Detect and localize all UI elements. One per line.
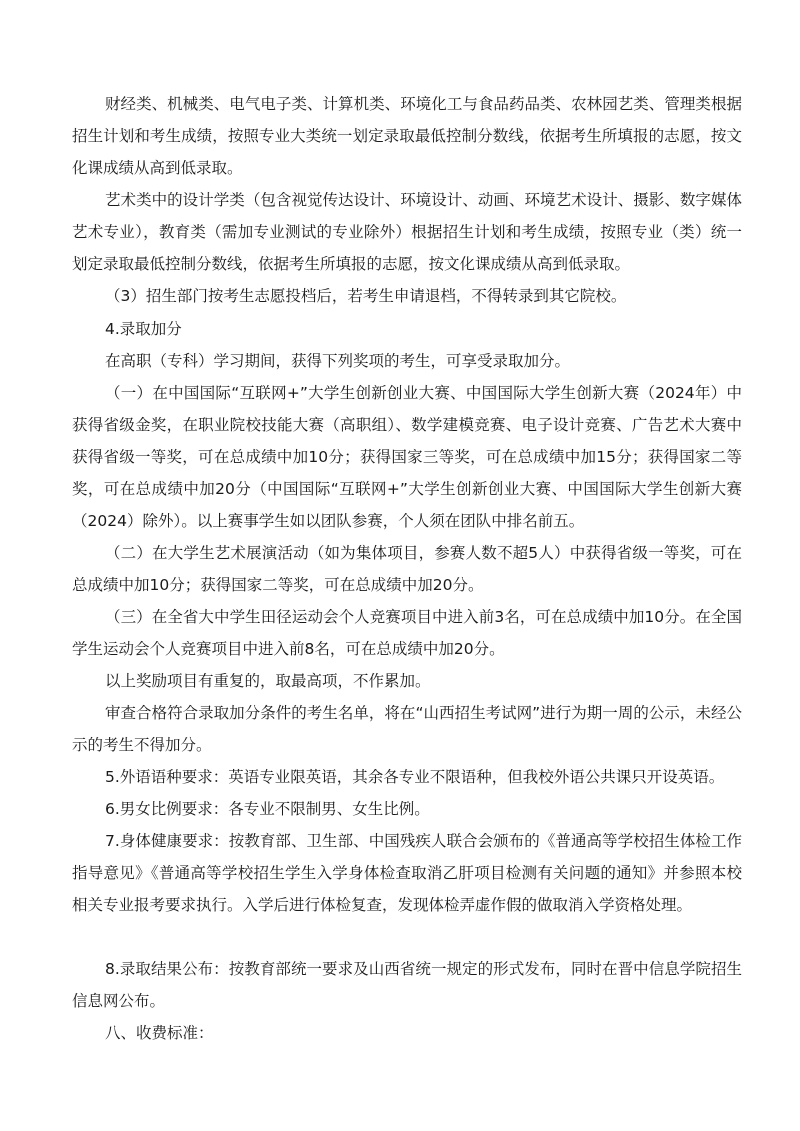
paragraph-admission-art-design: 艺术类中的设计学类（包含视觉传达设计、环境设计、动画、环境艺术设计、摄影、数字媒体艺术专业），教育类（需加专业测试的专业除外）根据招生计划和考生成绩，按照专业（类）统一划定录取最低控制分数线，依据考生所填报的志愿，按文化课成绩从高到低录取。 [72,191,742,273]
paragraph-withdrawal-rule: （3）招生部门按考生志愿投档后，若考生申请退档，不得转录到其它院校。 [105,287,627,305]
paragraph-admission-general: 财经类、机械类、电气电子类、计算机类、环境化工与食品药品类、农林园艺类、管理类根据招生计划和考生成绩，按照专业大类统一划定录取最低控制分数线，依据考生所填报的志愿，按文化课成绩从高到低录取。 [72,95,742,177]
paragraph-no-accumulation: 以上奖励项目有重复的，取最高项，不作累加。 [105,672,431,690]
paragraph-foreign-language: 5.外语语种要求：英语专业限英语，其余各专业不限语种，但我校外语公共课只开设英语。 [105,768,725,786]
paragraph-bonus-item-3: （三）在全省大中学生田径运动会个人竞赛项目中进入前3名，可在总成绩中加10分。在全国学生运动会个人竞赛项目中进入前8名，可在总成绩中加20分。 [72,608,742,658]
paragraph-gender-ratio: 6.男女比例要求：各专业不限制男、女生比例。 [105,800,430,818]
paragraph-bonus-item-2: （二）在大学生艺术展演活动（如为集体项目，参赛人数不超5人）中获得省级一等奖，可在总成绩中加10分；获得国家二等奖，可在总成绩中加20分。 [72,544,742,594]
paragraph-bonus-item-1: （一）在中国国际“互联网+”大学生创新创业大赛、中国国际大学生创新大赛（2024年）中获得省级金奖，在职业院校技能大赛（高职组）、数学建模竞赛、电子设计竞赛、广告艺术大赛中获得省级一等奖，可在总成绩中加10分；获得国家三等奖，可在总成绩中加15分；获得国家二等奖，可在总成绩中加20分（中国国际“互联网+”大学生创新创业大赛、中国国际大学生创新大赛（2024）除外）。以上赛事学生如以团队参赛，个人须在团队中排名前五。 [72,384,742,530]
paragraph-public-notice: 审查合格符合录取加分条件的考生名单，将在“山西招生考试网”进行为期一周的公示，未经公示的考生不得加分。 [72,704,742,754]
paragraph-results-publication: 8.录取结果公布：按教育部统一要求及山西省统一规定的形式发布，同时在晋中信息学院招生信息网公布。 [72,960,742,1010]
paragraph-health-requirements: 7.身体健康要求：按教育部、卫生部、中国残疾人联合会颁布的《普通高等学校招生体检工作指导意见》《普通高等学校招生学生入学身体检查取消乙肝项目检测有关问题的通知》并参照本校相关专业报考要求执行。入学后进行体检复查，发现体检弄虚作假的做取消入学资格处理。 [72,832,742,914]
section-heading-fees: 八、收费标准： [105,1024,214,1042]
paragraph-bonus-intro: 在高职（专科）学习期间，获得下列奖项的考生，可享受录取加分。 [105,352,571,370]
section-heading-bonus-points: 4.录取加分 [105,320,182,338]
